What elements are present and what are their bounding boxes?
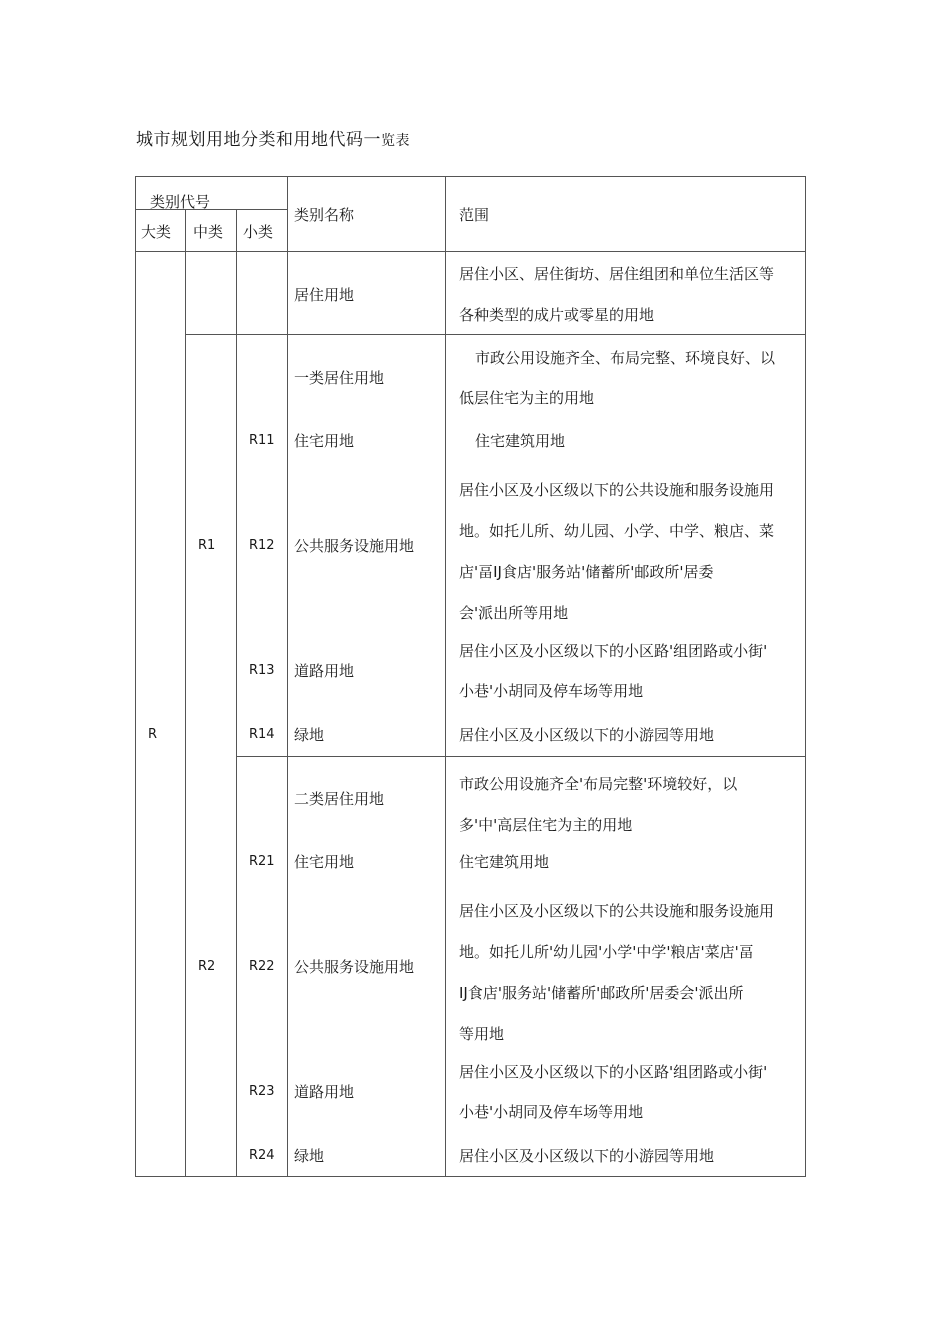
r11-name: 住宅用地 — [294, 432, 355, 450]
r12-scope-line: 店'畐IJ食店'服务站'储蓄所'邮政所'居委 — [459, 563, 714, 581]
r22-scope-line: 居住小区及小区级以下的公共设施和服务设施用 — [459, 902, 775, 920]
header-scope: 范围 — [459, 206, 490, 224]
r12-code: R12 — [249, 538, 275, 553]
r2-name: 二类居住用地 — [294, 790, 385, 808]
r23-scope-line: 居住小区及小区级以下的小区路'组团路或小街' — [459, 1063, 768, 1081]
r21-name: 住宅用地 — [294, 853, 355, 871]
header-name: 类别名称 — [294, 206, 355, 224]
header-code-group: 类别代号 — [150, 193, 211, 211]
r22-scope-line: 等用地 — [459, 1025, 505, 1043]
col-divider-name — [445, 176, 446, 1176]
header-medium: 中类 — [193, 223, 224, 241]
r1-scope-line: 市政公用设施齐全、布局完整、环境良好、以 — [475, 349, 776, 367]
r23-scope-line: 小巷'小胡同及停车场等用地 — [459, 1103, 644, 1121]
r14-name: 绿地 — [294, 726, 325, 744]
header-bottom-line — [135, 251, 806, 252]
r13-scope-line: 小巷'小胡同及停车场等用地 — [459, 682, 644, 700]
r1-code: R1 — [198, 538, 216, 553]
r1-name: 一类居住用地 — [294, 369, 385, 387]
r12-scope-line: 地。如托儿所、幼儿园、小学、中学、粮店、菜 — [459, 522, 775, 540]
col-divider-major — [185, 209, 186, 1176]
r22-scope-line: 地。如托儿所'幼儿园'小学'中学'粮店'菜店'畐 — [459, 943, 754, 961]
table-border-right — [805, 176, 806, 1177]
r-name: 居住用地 — [294, 286, 355, 304]
r12-scope-line: 会'派出所等用地 — [459, 604, 569, 622]
r24-scope-line: 居住小区及小区级以下的小游园等用地 — [459, 1147, 715, 1165]
r23-name: 道路用地 — [294, 1083, 355, 1101]
r2-scope-line: 多'中'高层住宅为主的用地 — [459, 816, 633, 834]
r24-code: R24 — [249, 1148, 275, 1163]
r23-code: R23 — [249, 1084, 275, 1099]
row-divider-r1 — [185, 334, 806, 335]
r-scope-line: 各种类型的成片或零星的用地 — [459, 306, 655, 324]
table-border-left — [135, 176, 136, 1177]
r2-code: R2 — [198, 959, 216, 974]
r11-code: R11 — [249, 433, 275, 448]
row-divider-r2 — [236, 756, 806, 757]
r21-scope-line: 住宅建筑用地 — [459, 853, 550, 871]
r13-scope-line: 居住小区及小区级以下的小区路'组团路或小街' — [459, 642, 768, 660]
major-code: R — [148, 727, 158, 742]
header-minor: 小类 — [243, 223, 274, 241]
r14-code: R14 — [249, 727, 275, 742]
r22-scope-line: IJ食店'服务站'储蓄所'邮政所'居委会'派出所 — [459, 984, 744, 1002]
header-major: 大类 — [141, 223, 172, 241]
r2-scope-line: 市政公用设施齐全'布局完整'环境较好，以 — [459, 775, 738, 793]
r22-name: 公共服务设施用地 — [294, 958, 415, 976]
r12-scope-line: 居住小区及小区级以下的公共设施和服务设施用 — [459, 481, 775, 499]
r24-name: 绿地 — [294, 1147, 325, 1165]
r11-scope-line: 住宅建筑用地 — [475, 432, 566, 450]
col-divider-minor — [287, 176, 288, 1176]
r1-scope-line: 低层住宅为主的用地 — [459, 389, 595, 407]
col-divider-medium — [236, 209, 237, 1176]
r12-name: 公共服务设施用地 — [294, 537, 415, 555]
table-border-bottom — [135, 1176, 806, 1177]
r13-name: 道路用地 — [294, 662, 355, 680]
r-scope-line: 居住小区、居住街坊、居住组团和单位生活区等 — [459, 265, 775, 283]
r13-code: R13 — [249, 663, 275, 678]
r14-scope-line: 居住小区及小区级以下的小游园等用地 — [459, 726, 715, 744]
r21-code: R21 — [249, 854, 275, 869]
page-title: 城市规划用地分类和用地代码一览表 — [136, 130, 410, 150]
table-border-top — [135, 176, 806, 177]
r22-code: R22 — [249, 959, 275, 974]
